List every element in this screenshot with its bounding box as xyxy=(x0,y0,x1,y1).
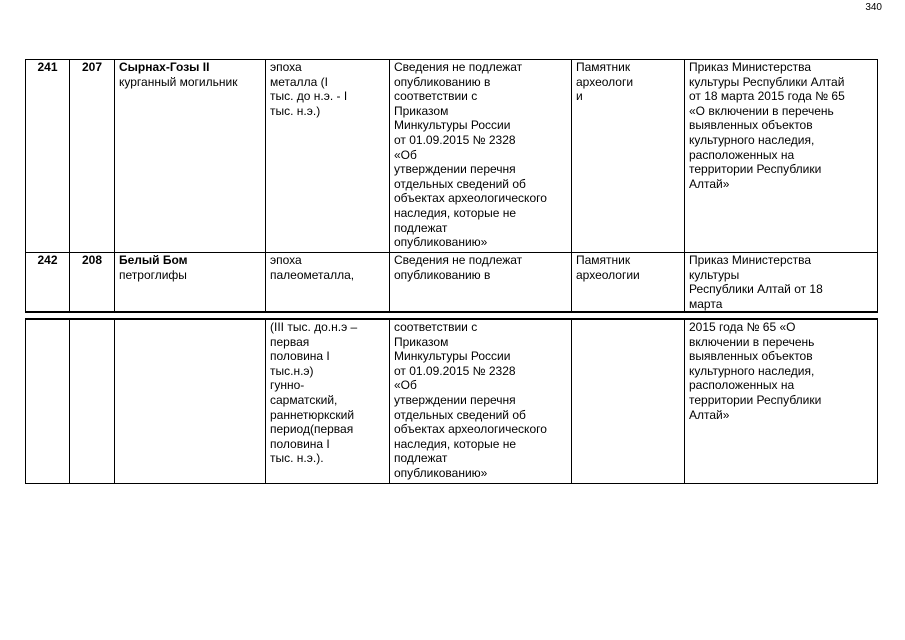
object-name: Сырнах-Гозы II xyxy=(119,60,210,74)
document-cell: Приказ Министерства культуры Республики Алтай от 18 марта xyxy=(685,253,878,313)
registry-number xyxy=(70,319,115,483)
row-number xyxy=(26,319,70,483)
register-table-part-1 xyxy=(25,59,878,313)
location-cell: Сведения не подлежат опубликованию в соответствии с Приказом Минкультуры России от 01.09.2015 № 2328 «Об утверждении перечня отдельных сведений об объектах археологического наследия, которые не подлежат опубликованию» xyxy=(390,60,572,253)
category-cell: Памятник археологии xyxy=(572,253,685,313)
register-table-part-2 xyxy=(25,318,878,484)
table-row xyxy=(26,319,878,483)
row-number: 242 xyxy=(26,253,70,313)
object-name-cell xyxy=(115,319,266,483)
table-row xyxy=(26,253,878,313)
page-number: 340 xyxy=(865,2,882,13)
row-number: 241 xyxy=(26,60,70,253)
registry-number: 208 xyxy=(70,253,115,313)
document-cell: Приказ Министерства культуры Республики Алтай от 18 марта 2015 года № 65 «О включении в перечень выявленных объектов культурного наследия, расположенных на территории Республики Алтай» xyxy=(685,60,878,253)
period-cell: эпоха палеометалла, xyxy=(266,253,390,313)
object-type: петроглифы xyxy=(119,267,187,282)
object-name: Белый Бом xyxy=(119,253,188,267)
period-cell: эпоха металла (I тыс. до н.э. - I тыс. н.э.) xyxy=(266,60,390,253)
registry-number: 207 xyxy=(70,60,115,253)
object-type: курганный могильник xyxy=(119,74,238,89)
location-cell: Сведения не подлежат опубликованию в xyxy=(390,253,572,313)
category-cell: Памятник археологи и xyxy=(572,60,685,253)
document-cell: 2015 года № 65 «О включении в перечень выявленных объектов культурного наследия, расположенных на территории Республики Алтай» xyxy=(685,319,878,483)
location-cell: соответствии с Приказом Минкультуры России от 01.09.2015 № 2328 «Об утверждении перечня отдельных сведений об объектах археологического наследия, которые не подлежат опубликованию» xyxy=(390,319,572,483)
object-name-cell xyxy=(115,253,266,313)
table-row xyxy=(26,60,878,253)
object-name-cell xyxy=(115,60,266,253)
period-cell: (III тыс. до.н.э – первая половина I тыс.н.э) гунно- сарматский, раннетюркский период(первая половина I тыс. н.э.). xyxy=(266,319,390,483)
category-cell xyxy=(572,319,685,483)
